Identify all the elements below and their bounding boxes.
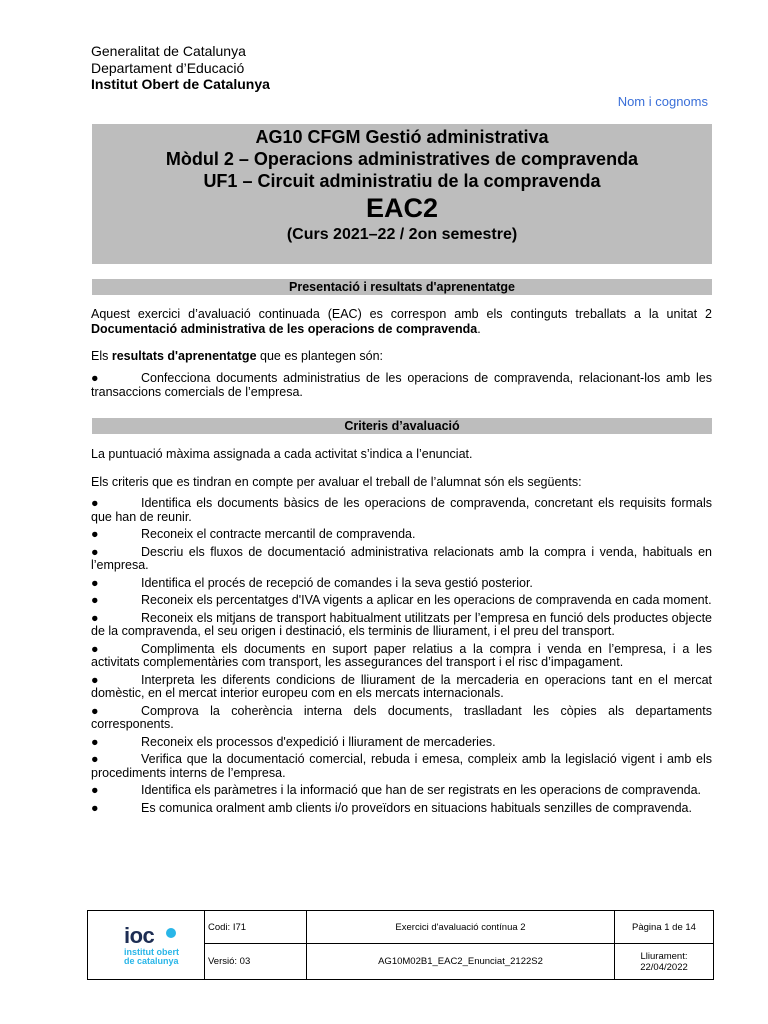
ioc-logo	[88, 911, 205, 979]
results-text-c: que es plantegen són:	[256, 349, 384, 363]
list-item-text: Comprova la coherència interna dels documents, traslladant les còpies als departaments corresponents.	[91, 703, 712, 731]
name-field[interactable]: Nom i cognoms	[617, 94, 708, 109]
logo-subtitle-line1: institut obert	[124, 947, 179, 957]
intro-paragraph	[91, 307, 712, 337]
org-line-institute: Institut Obert de Catalunya	[91, 76, 270, 92]
logo-dot-icon	[166, 928, 176, 938]
footer-version: Versió: 03	[208, 956, 251, 967]
list-item-text: Identifica els paràmetres i la informació que han de ser registrats en les operacions de compravenda.	[141, 783, 702, 797]
bullet-icon: ●	[91, 672, 99, 687]
results-keyword: resultats d'aprenentatge	[111, 349, 257, 363]
list-item-text: Es comunica oralment amb clients i/o proveïdors en situacions habituals senzilles de compravenda.	[141, 800, 692, 815]
list-item-text: Confecciona documents administratius de les operacions de compravenda, relacionant-los amb les transaccions comercials de l’empresa.	[91, 371, 712, 399]
organization-header	[91, 43, 270, 93]
results-list	[91, 372, 712, 403]
bullet-icon: ●	[91, 752, 99, 766]
list-item	[91, 802, 712, 816]
list-item	[91, 612, 712, 639]
list-item	[91, 784, 712, 798]
intro-period: .	[477, 322, 481, 336]
results-paragraph	[91, 349, 712, 364]
logo-subtitle-line2: de catalunya	[124, 956, 179, 966]
bullet-icon: ●	[91, 371, 99, 385]
footer-filename: AG10M02B1_EAC2_Enunciat_2122S2	[378, 956, 543, 967]
title-box	[92, 124, 712, 264]
footer-code: Codi: I71	[208, 921, 247, 933]
footer-page-number: Pàgina 1 de 14	[632, 921, 696, 933]
bullet-icon: ●	[91, 783, 99, 797]
title-unit: UF1 – Circuit administratiu de la compravenda	[203, 171, 601, 191]
list-item	[91, 528, 712, 542]
list-item	[91, 497, 712, 524]
page-footer	[87, 910, 714, 980]
list-item	[91, 594, 712, 608]
footer-delivery-date: 22/04/2022	[640, 961, 688, 973]
bullet-icon: ●	[91, 527, 99, 541]
bullet-icon: ●	[91, 593, 99, 607]
title-course: AG10 CFGM Gestió administrativa	[255, 127, 549, 147]
footer-doc-title: Exercici d'avaluació contínua 2	[395, 921, 526, 933]
list-item-text: Verifica que la documentació comercial, rebuda i emesa, compleix amb la legislació vigent i amb els procediments interns de l’empresa.	[91, 752, 712, 780]
bullet-icon: ●	[91, 544, 99, 559]
org-line-department: Departament d’Educació	[91, 59, 245, 76]
bullet-icon: ●	[91, 575, 99, 590]
org-line-generalitat: Generalitat de Catalunya	[91, 43, 246, 59]
section-heading-presentation: Presentació i resultats d'aprenentatge	[92, 279, 712, 295]
footer-delivery-label: Lliurament:	[640, 950, 688, 962]
bullet-icon: ●	[91, 800, 99, 815]
list-item	[91, 674, 712, 701]
title-eac: EAC2	[365, 193, 439, 223]
list-item	[91, 643, 712, 670]
logo-wordmark: ioc	[124, 923, 155, 948]
list-item	[91, 753, 712, 780]
results-text-a: Els	[91, 349, 112, 363]
logo-subtitle	[124, 948, 179, 966]
list-item-text: Descriu els fluxos de documentació administrativa relacionats amb la compra i venda, habituals en l’empresa.	[91, 544, 712, 572]
bullet-icon: ●	[91, 641, 99, 656]
list-item	[91, 546, 712, 573]
bullet-icon: ●	[91, 610, 99, 625]
criteria-list	[91, 497, 712, 819]
list-item-text: Reconeix els percentatges d'IVA vigents a aplicar en les operacions de compravenda en cada moment.	[141, 593, 712, 607]
list-item-text: Reconeix el contracte mercantil de compravenda.	[141, 527, 416, 541]
list-item-text: Identifica el procés de recepció de comandes i la seva gestió posterior.	[141, 575, 533, 590]
title-module: Mòdul 2 – Operacions administratives de compravenda	[165, 149, 639, 169]
bullet-icon: ●	[91, 703, 99, 718]
section-heading-criteria: Criteris d’avaluació	[92, 418, 712, 434]
list-item	[91, 705, 712, 732]
list-item-text: Complimenta els documents en suport paper relatius a la compra i venda en l’empresa, i a les activitats complementàries com transport, les assegurances del transport i el risc d’impagament.	[91, 641, 712, 669]
bullet-icon: ●	[91, 496, 99, 510]
criteria-intro-1: La puntuació màxima assignada a cada activitat s’indica a l’enunciat.	[91, 447, 473, 461]
footer-delivery	[615, 944, 713, 979]
list-item	[91, 372, 712, 399]
title-term: (Curs 2021–22 / 2on semestre)	[286, 226, 518, 243]
list-item	[91, 736, 712, 750]
list-item-text: Reconeix els processos d'expedició i lliurament de mercaderies.	[141, 734, 496, 749]
intro-unit-name: Documentació administrativa de les operacions de compravenda	[91, 322, 478, 336]
list-item-text: Reconeix els mitjans de transport habitualment utilitzats per l’empresa en funció dels productes objecte de la compravenda, el seu origen i destinació, els terminis de lliurament, i el preu del transport.	[91, 610, 712, 638]
criteria-intro-2: Els criteris que es tindran en compte per avaluar el treball de l’alumnat són els següents:	[91, 475, 582, 489]
bullet-icon: ●	[91, 734, 99, 749]
list-item-text: Interpreta les diferents condicions de lliurament de la mercaderia en operacions tant en el mercat domèstic, en el mercat interior europeu com en els mercats internacionals.	[91, 672, 712, 700]
list-item	[91, 577, 712, 591]
list-item-text: Identifica els documents bàsics de les operacions de compravenda, concretant els requisits formals que han de reunir.	[91, 496, 712, 524]
intro-text: Aquest exercici d’avaluació continuada (EAC) es correspon amb els continguts treballats a la unitat 2	[91, 307, 712, 321]
